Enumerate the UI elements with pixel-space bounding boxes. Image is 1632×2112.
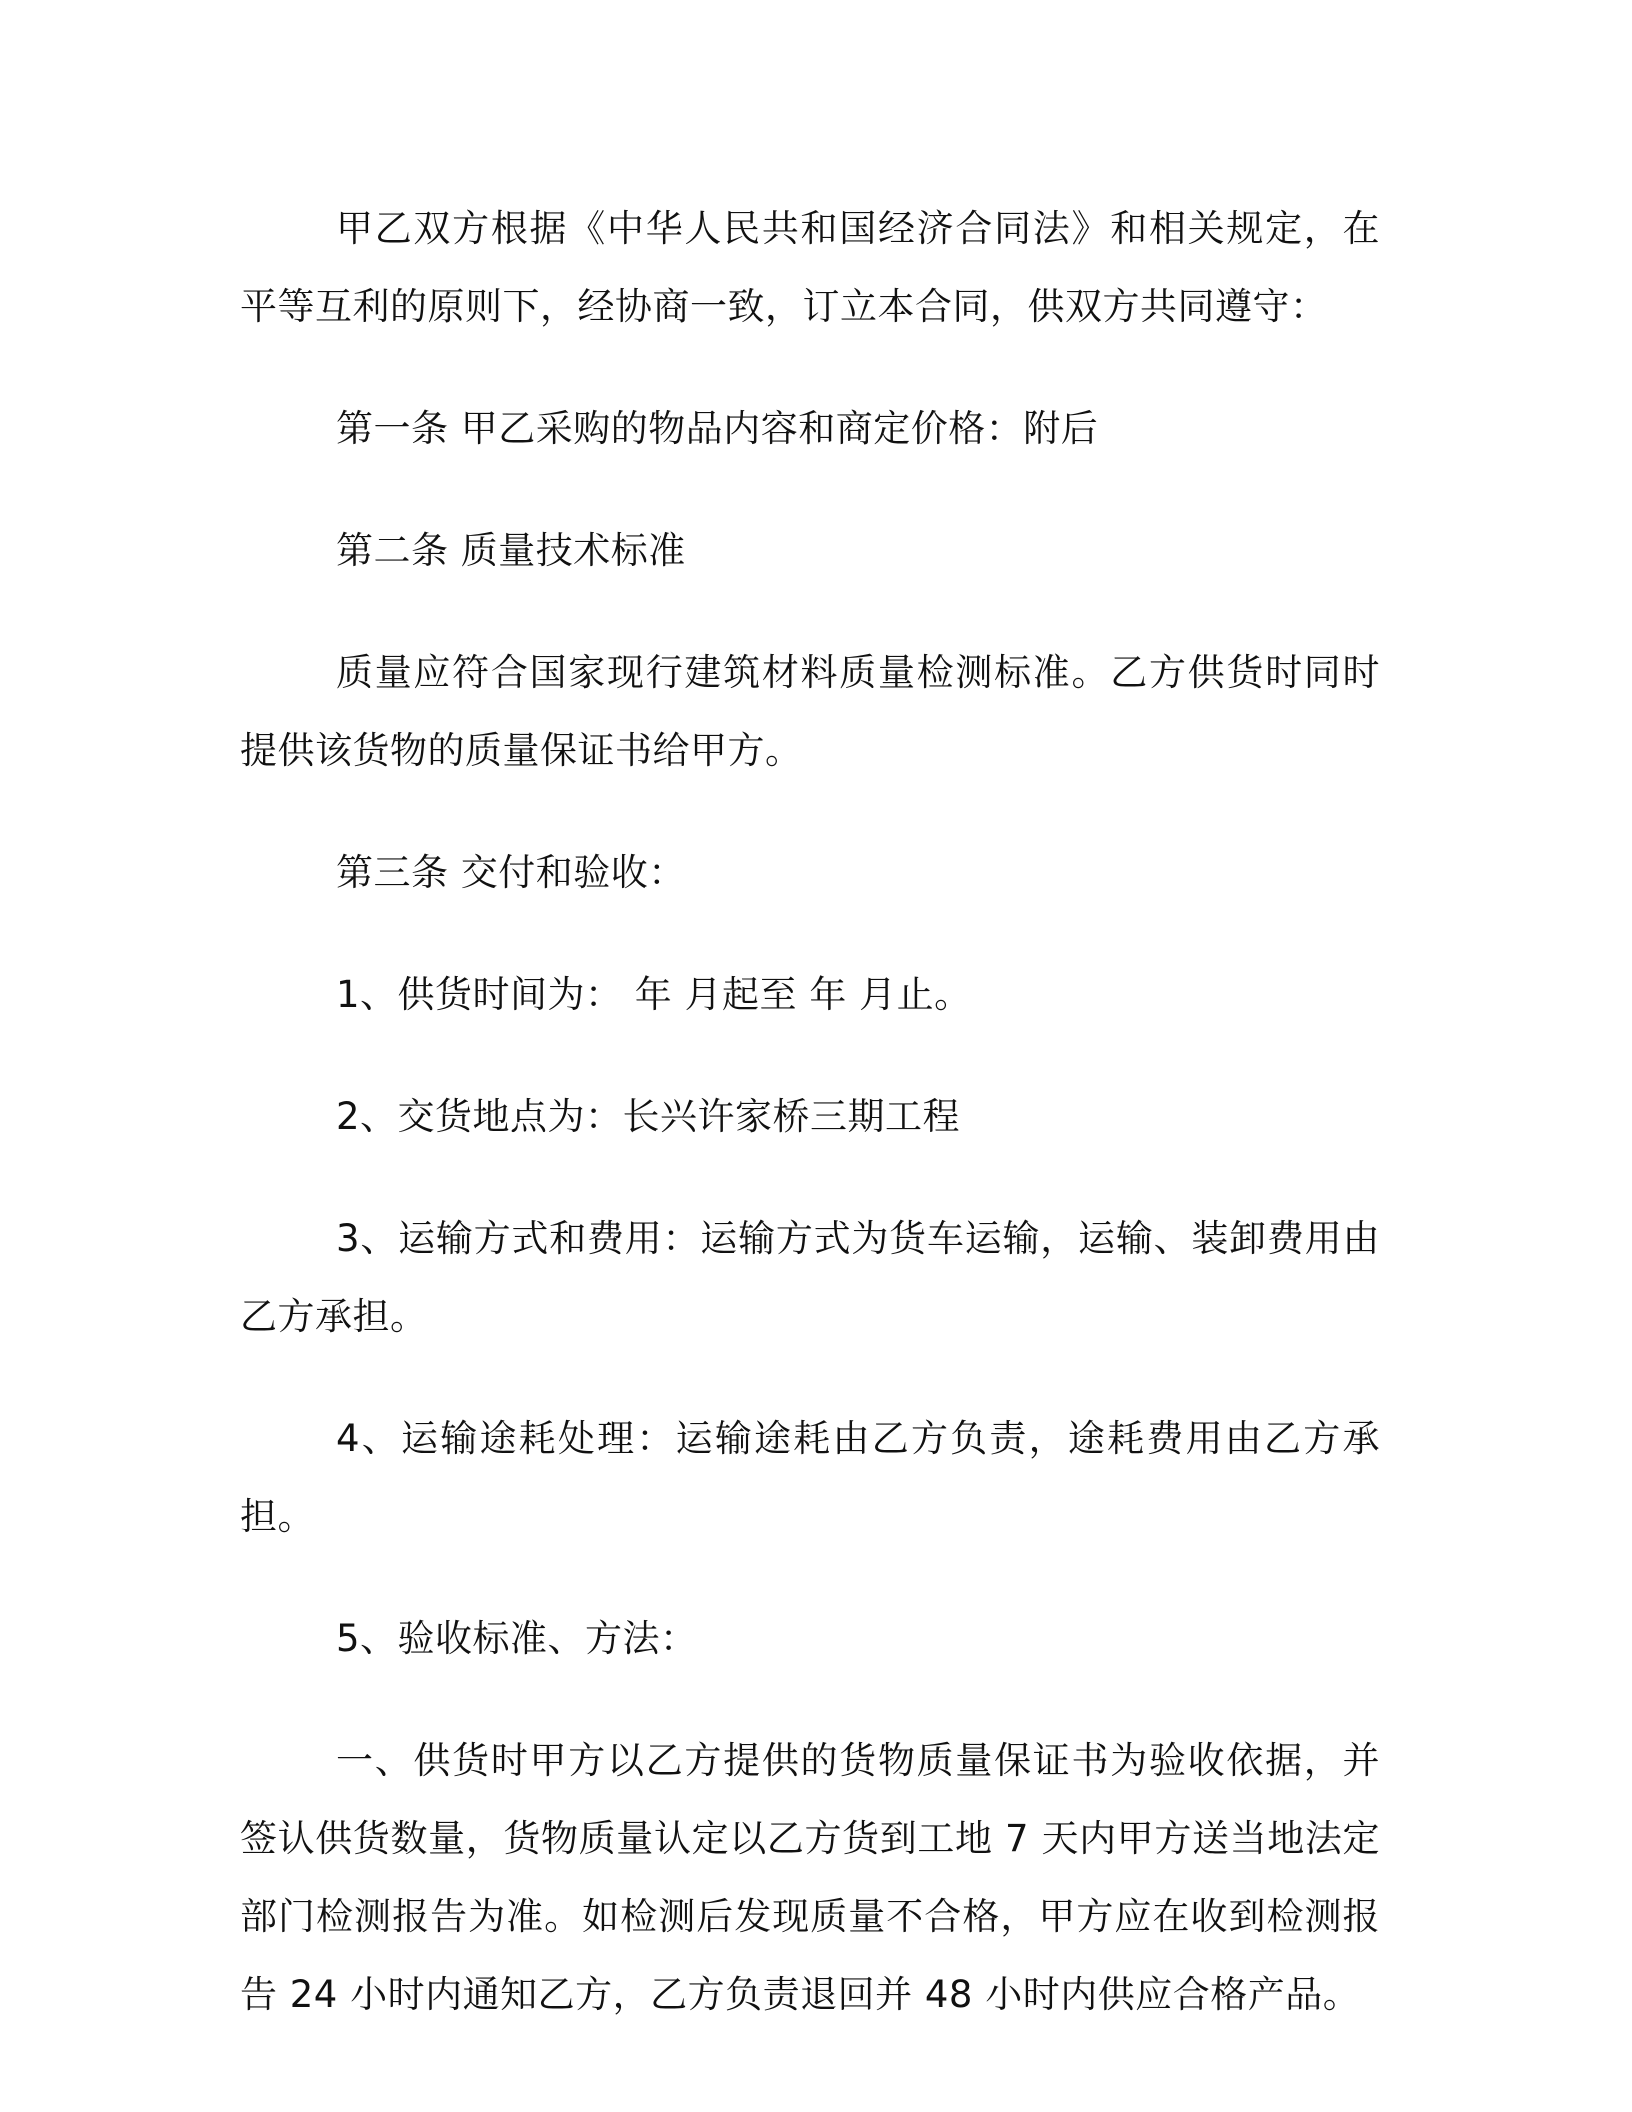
clause-transport-loss: 4、运输途耗处理：运输途耗由乙方负责，途耗费用由乙方承担。 xyxy=(240,1417,1380,1538)
acceptance-detail-paragraph: 一、供货时甲方以乙方提供的货物质量保证书为验收依据，并签认供货数量，货物质量认定以乙方货到工地 7 天内甲方送当地法定部门检测报告为准。如检测后发现质量不合格，甲方应在收到检测报告 24 小时内通知乙方，乙方负责退回并 48 小时内供应合格产品。 xyxy=(240,1739,1380,2016)
clause-acceptance-method: 5、验收标准、方法： xyxy=(336,1617,698,1660)
clause-delivery-location: 2、交货地点为：长兴许家桥三期工程 xyxy=(336,1095,961,1138)
intro-paragraph: 甲乙双方根据《中华人民共和国经济合同法》和相关规定，在平等互利的原则下，经协商一致，订立本合同，供双方共同遵守： xyxy=(240,207,1380,328)
clause-transport-cost: 3、运输方式和费用：运输方式为货车运输，运输、装卸费用由乙方承担。 xyxy=(240,1217,1380,1338)
document-body xyxy=(240,190,1380,2078)
clause-supply-time: 1、供货时间为： 年 月起至 年 月止。 xyxy=(336,973,972,1016)
article-2-heading: 第二条 质量技术标准 xyxy=(336,529,686,572)
article-3-heading: 第三条 交付和验收： xyxy=(336,851,686,894)
quality-standard-paragraph: 质量应符合国家现行建筑材料质量检测标准。乙方供货时同时提供该货物的质量保证书给甲方。 xyxy=(240,651,1380,772)
article-1-heading: 第一条 甲乙采购的物品内容和商定价格：附后 xyxy=(336,407,1099,450)
